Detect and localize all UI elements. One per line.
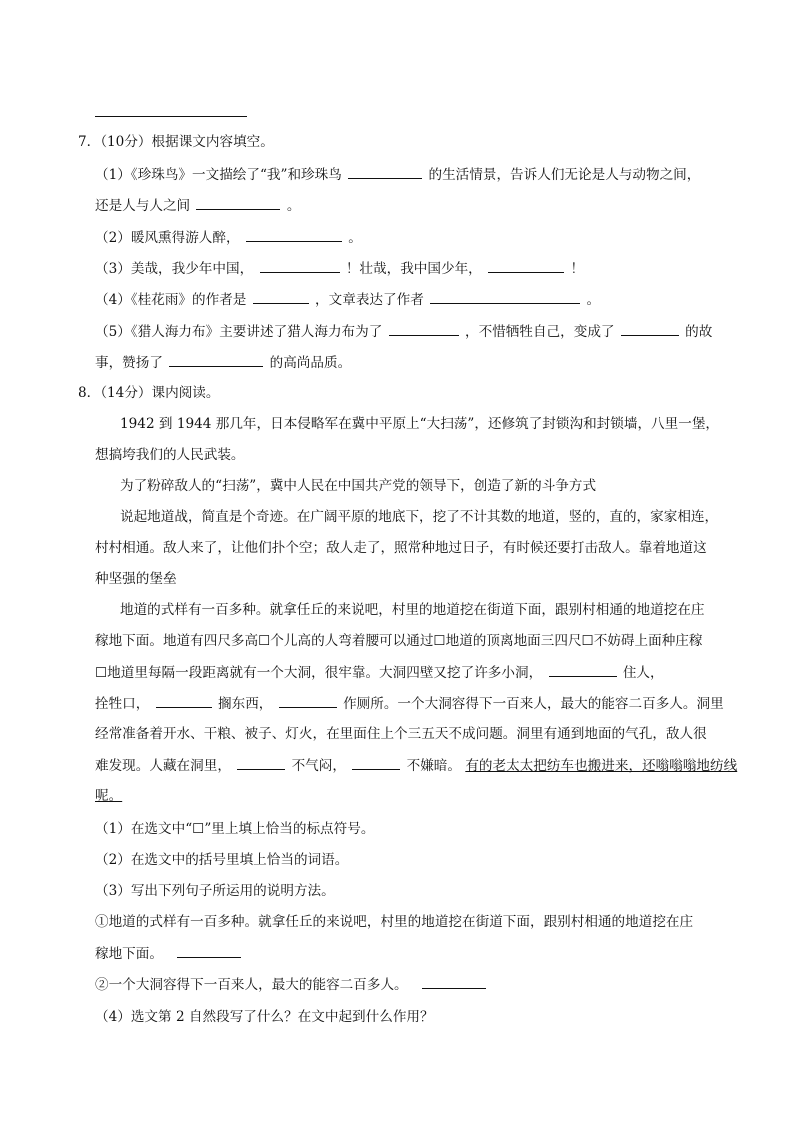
q7-item-5-line-2 (95, 353, 351, 372)
q7-item-3-text-a: （3）美哉，我少年中国， (95, 261, 254, 277)
q7-item-2 (95, 228, 362, 247)
q8-p4-line-4-text-b: 搁东西， (218, 696, 273, 712)
q8-passage-p4-line-2: 稼地下面。地道有四尺多高☐个儿高的人弯着腰可以通过☐地道的顶离地面三四尺☐不妨碍上面种庄稼 (95, 633, 703, 649)
q8-sq3-item-1-blank[interactable] (177, 944, 241, 958)
q7-item-5-blank-3[interactable] (169, 353, 263, 367)
q8-p4-line-6-text-a: 难发现。人藏在洞里， (95, 758, 231, 774)
q8-sq3-item-2-blank[interactable] (422, 975, 486, 989)
q8-passage-p4-line-4 (95, 694, 724, 713)
q8-p4-line-6-text-c: 不嫌暗。 (406, 758, 461, 774)
q7-item-5-blank-2[interactable] (621, 322, 679, 336)
q8-sq3-item-1-line-1: ①地道的式样有一百多种。就拿任丘的来说吧，村里的地道挖在街道下面，跟别村相通的地道挖在庄 (95, 914, 694, 930)
q8-p4-blank-1[interactable] (549, 663, 617, 677)
q8-passage-p4-line-5: 经常准备着开水、干粮、被子、灯火，在里面住上个三五天不成问题。洞里有通到地面的气孔，敌人很 (95, 726, 707, 742)
q8-sq3-item-1-text: 稼地下面。 (95, 946, 163, 962)
q8-passage-p1-line-2: 想搞垮我们的人民武装。 (95, 447, 245, 463)
q8-p4-underlined-sentence-part-1: 有的老太太把纺车也搬进来，还嗡嗡嗡地纺线 (465, 758, 738, 774)
q8-subquestion-1: （1）在选文中“☐”里上填上恰当的标点符号。 (95, 821, 375, 837)
q7-header: 7．（10分）根据课文内容填空。 (78, 134, 274, 150)
q7-item-2-text-b: 。 (348, 230, 362, 246)
q8-passage-p4-line-7 (95, 787, 122, 805)
q8-passage-p3-line-3: 种坚强的堡垒 (95, 571, 177, 587)
q8-p4-line-4-text-c: 作厕所。一个大洞容得下一百来人，最大的能容二百多人。洞里 (343, 696, 724, 712)
q8-sq3-item-2 (95, 975, 488, 994)
q8-passage-p4-line-1: 地道的式样有一百多种。就拿任丘的来说吧，村里的地道挖在街道下面，跟别村相通的地道挖在庄 (120, 602, 705, 618)
q8-passage-p1-line-1: 1942 到 1944 那几年，日本侵略军在冀中平原上“大扫荡”，还修筑了封锁沟和封锁墙，八里一堡， (120, 416, 720, 432)
q7-item-3-blank-2[interactable] (488, 259, 564, 273)
q8-subquestion-4: （4）选文第 2 自然段写了什么？在文中起到什么作用？ (95, 1009, 434, 1025)
q8-passage-p3-line-1: 说起地道战，简直是个奇迹。在广阔平原的地底下，挖了不计其数的地道，竖的，直的，家家相连， (120, 509, 719, 525)
q7-item-5-text-c: 的故 (685, 324, 713, 340)
q7-item-1-line-1 (95, 165, 700, 184)
q7-item-5-text-d: 事，赞扬了 (95, 355, 163, 371)
q7-item-4-text-c: 。 (586, 292, 601, 308)
q8-subquestion-3: （3）写出下列句子所运用的说明方法。 (95, 883, 335, 899)
q7-item-4-blank-2[interactable] (430, 290, 580, 304)
q7-item-3-text-c: ！ (570, 261, 585, 277)
q7-item-5-text-b: ，不惜牺牲自己，变成了 (464, 324, 615, 340)
q8-p4-underlined-sentence-part-2: 呢。 (95, 788, 123, 804)
q8-passage-p2-line-1: 为了粉碎敌人的“扫荡”，冀中人民在中国共产党的领导下，创造了新的斗争方式 (120, 478, 597, 494)
q7-item-4 (95, 290, 600, 309)
answer-line-previous (95, 116, 247, 117)
q7-item-3 (95, 259, 584, 278)
q8-p4-line-6-text-b: 不气闷， (291, 758, 346, 774)
q7-item-5-text-e: 的高尚品质。 (269, 355, 352, 371)
q7-item-1-text-c: 还是人与人之间 (95, 198, 191, 214)
q8-p4-line-3-text-b: 住人， (622, 665, 664, 681)
q7-item-2-text-a: （2）暖风熏得游人醉， (95, 230, 240, 246)
q8-p4-line-4-text-a: 拴牲口， (95, 696, 150, 712)
q7-item-5-text-a: （5）《猎人海力布》主要讲述了猎人海力布为了 (95, 324, 383, 340)
q7-item-2-blank[interactable] (246, 228, 342, 242)
q8-subquestion-2: （2）在选文中的括号里填上恰当的词语。 (95, 852, 349, 868)
q7-item-3-blank-1[interactable] (260, 259, 340, 273)
q7-item-5-blank-1[interactable] (389, 322, 459, 336)
q8-p4-blank-5[interactable] (352, 756, 400, 770)
q8-p4-blank-4[interactable] (237, 756, 285, 770)
q7-item-4-blank-1[interactable] (253, 290, 309, 304)
q8-passage-p4-line-6 (95, 756, 737, 775)
q7-item-1-text-d: 。 (286, 198, 301, 214)
q8-header: 8．（14分）课内阅读。 (78, 385, 220, 401)
q8-passage-p4-line-3 (95, 663, 664, 682)
q7-item-4-text-b: ，文章表达了作者 (315, 292, 424, 308)
q8-sq3-item-2-text: ②一个大洞容得下一百来人，最大的能容二百多人。 (95, 977, 408, 993)
q8-p4-blank-3[interactable] (279, 694, 337, 708)
q8-p4-blank-2[interactable] (156, 694, 212, 708)
q8-sq3-item-1-line-2 (95, 944, 243, 963)
q7-item-4-text-a: （4）《桂花雨》的作者是 (95, 292, 247, 308)
q7-item-1-blank-1[interactable] (348, 165, 422, 179)
q8-p4-line-3-text-a: ☐地道里每隔一段距离就有一个大洞，很牢靠。大洞四壁又挖了许多小洞， (95, 665, 543, 681)
q7-item-1-text-b: 的生活情景，告诉人们无论是人与动物之间， (428, 167, 701, 183)
q7-item-1-blank-2[interactable] (196, 196, 280, 210)
q7-item-1-text-a: （1）《珍珠鸟》一文描绘了“我”和珍珠鸟 (95, 167, 342, 183)
q8-passage-p3-line-2: 村村相通。敌人来了，让他们扑个空；敌人走了，照常种地过日子，有时候还要打击敌人。靠着地道这 (95, 540, 707, 556)
q7-item-3-text-b: ！壮哉，我中国少年， (345, 261, 482, 277)
q7-item-1-line-2 (95, 196, 300, 215)
q7-item-5-line-1 (95, 322, 712, 341)
